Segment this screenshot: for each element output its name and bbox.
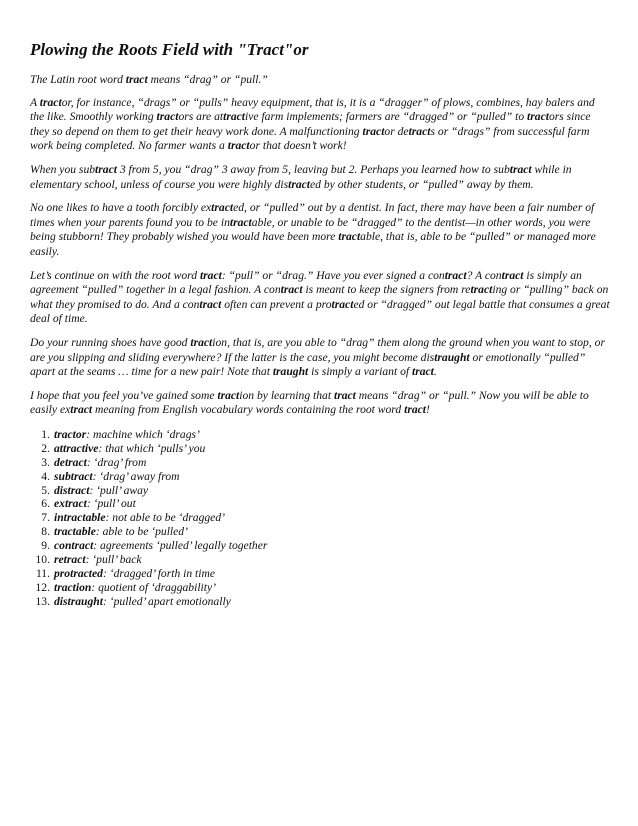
glossary-term: detract bbox=[54, 455, 87, 469]
glossary-definition: : ‘pull’ away bbox=[89, 483, 149, 497]
glossary-item bbox=[30, 525, 610, 539]
glossary-term: contract bbox=[54, 539, 94, 553]
root-highlight: tract bbox=[333, 388, 356, 402]
glossary-item bbox=[30, 470, 610, 484]
root-highlight: tract bbox=[227, 139, 250, 153]
glossary-term: retract bbox=[54, 553, 86, 567]
glossary-item bbox=[30, 511, 610, 525]
glossary-number: 9. bbox=[41, 539, 50, 553]
root-highlight: tract bbox=[125, 73, 148, 86]
glossary-number: 5. bbox=[41, 483, 50, 497]
glossary-item bbox=[30, 456, 610, 470]
glossary-number: 4. bbox=[41, 469, 50, 483]
glossary-number: 3. bbox=[41, 455, 50, 469]
glossary-number: 2. bbox=[41, 441, 50, 455]
glossary-item bbox=[30, 553, 610, 567]
text-run: ed by other students, or “pulled” away by them. bbox=[310, 177, 534, 191]
glossary-term: intractable bbox=[54, 511, 106, 525]
text-run: Let’s continue on with the root word bbox=[30, 268, 200, 282]
glossary-term: subtract bbox=[54, 469, 93, 483]
glossary-definition: : ‘drag’ away from bbox=[92, 469, 180, 483]
glossary-number: 6. bbox=[41, 497, 50, 511]
root-highlight: tract bbox=[199, 268, 222, 282]
root-highlight: tract bbox=[217, 388, 240, 402]
text-run: means “drag” or “pull.” bbox=[147, 73, 268, 86]
glossary-term: protracted bbox=[54, 566, 103, 580]
glossary-item bbox=[30, 497, 610, 511]
glossary-definition: : machine which ‘drags’ bbox=[86, 427, 200, 441]
glossary-definition: : not able to be ‘dragged’ bbox=[105, 511, 225, 525]
text-run: or de bbox=[384, 124, 409, 138]
text-run: or emotionally “pulled” apart at the seams … time for a new pair! Note that bbox=[30, 350, 586, 379]
root-highlight: tract bbox=[199, 297, 222, 311]
glossary-number: 12. bbox=[35, 580, 50, 594]
text-run: ors are at bbox=[178, 110, 224, 124]
text-run: . bbox=[433, 365, 437, 379]
text-run: ? A con bbox=[466, 268, 502, 282]
text-run: or that doesn’t work! bbox=[249, 139, 347, 153]
text-run: while in elementary school, unless of course you were highly dis bbox=[30, 162, 572, 191]
glossary-definition: : quotient of ‘draggability’ bbox=[91, 580, 216, 594]
glossary-definition: : ‘drag’ from bbox=[86, 455, 147, 469]
paragraph bbox=[30, 96, 610, 154]
root-highlight: tract bbox=[39, 95, 62, 109]
root-highlight: tract bbox=[470, 283, 493, 297]
root-highlight: tract bbox=[280, 283, 303, 297]
text-run: A bbox=[30, 95, 40, 109]
text-run: ors since they so depend on them to get their heavy work done. A malfunctioning bbox=[30, 110, 591, 138]
glossary-number: 8. bbox=[41, 525, 50, 539]
paragraph bbox=[30, 163, 610, 192]
text-run: 3 from 5, you “drag” 3 away from 5, leaving but 2. Perhaps you learned how to sub bbox=[116, 162, 510, 176]
text-run: : “pull” or “drag.” Have you ever signed a con bbox=[221, 268, 445, 282]
text-run: s or “drags” from successful farm work being completed. No farmer wants a bbox=[30, 124, 590, 153]
root-highlight: tract bbox=[211, 201, 234, 215]
text-run: I hope that you feel you’ve gained some bbox=[30, 388, 218, 402]
glossary-item bbox=[30, 484, 610, 498]
glossary-item bbox=[30, 581, 610, 595]
text-run: Do your running shoes have good bbox=[30, 335, 191, 349]
text-run: or, for instance, “drags” or “pulls” heavy equipment, that is, it is a “dragger” of plows, combines, hay balers and the like. Smoothly working bbox=[30, 95, 595, 124]
text-run: ing or “pulling” back on what they promised to do. And a con bbox=[30, 283, 609, 311]
text-run: When you sub bbox=[30, 162, 96, 176]
paragraph bbox=[30, 336, 610, 380]
glossary-term: distraught bbox=[54, 594, 103, 608]
root-highlight: tract bbox=[223, 110, 246, 124]
root-highlight: tract bbox=[331, 297, 354, 311]
paragraph bbox=[30, 201, 610, 259]
root-highlight: tract bbox=[444, 268, 467, 282]
text-run: often can prevent a pro bbox=[221, 297, 332, 311]
document-page bbox=[30, 40, 610, 609]
glossary-definition: : able to be ‘pulled’ bbox=[95, 525, 188, 539]
glossary-definition: : ‘dragged’ forth in time bbox=[102, 566, 216, 580]
text-run: ed, or “pulled” out by a dentist. In fact, there may have been a fair number of times when your parents found you to be in bbox=[30, 201, 595, 229]
root-highlight: tract bbox=[338, 230, 361, 244]
text-run: ! bbox=[426, 403, 430, 417]
paragraph bbox=[30, 269, 610, 327]
root-highlight: tract bbox=[288, 177, 311, 191]
root-highlight: tract bbox=[95, 162, 117, 176]
glossary-term: tractable bbox=[54, 525, 96, 539]
glossary-term: extract bbox=[54, 497, 87, 511]
root-highlight: tract bbox=[408, 124, 431, 138]
glossary-item bbox=[30, 539, 610, 553]
root-highlight: tract bbox=[527, 110, 549, 124]
text-run: The Latin root word bbox=[30, 73, 126, 86]
text-run: means “drag” or “pull.” Now you will be able to easily ex bbox=[30, 388, 589, 417]
document-title: Plowing the Roots Field with "Tract"or bbox=[30, 40, 309, 59]
glossary-number: 11. bbox=[35, 566, 50, 580]
glossary-definition: : ‘pull’ back bbox=[85, 553, 142, 567]
text-run: No one likes to have a tooth forcibly ex bbox=[30, 201, 212, 215]
text-run: is meant to keep the signers from re bbox=[302, 283, 471, 297]
glossary-number: 7. bbox=[41, 511, 50, 525]
glossary-term: tractor bbox=[54, 427, 87, 441]
root-highlight: traught bbox=[434, 350, 470, 364]
text-run: is simply an agreement “pulled” together in a legal fashion. A con bbox=[30, 268, 582, 297]
text-run: able, or unable to be “dragged” to the dentist—in other words, you were being stubborn! They probably wished you would have been more bbox=[30, 215, 591, 244]
glossary-definition: : ‘pull’ out bbox=[86, 497, 136, 511]
glossary-item bbox=[30, 428, 610, 442]
root-highlight: traught bbox=[272, 365, 309, 379]
paragraph bbox=[30, 73, 610, 88]
glossary-number: 13. bbox=[35, 594, 50, 608]
text-run: meaning from English vocabulary words containing the root word bbox=[92, 403, 405, 417]
glossary-definition: : agreements ‘pulled’ legally together bbox=[93, 539, 268, 553]
glossary-term: distract bbox=[54, 483, 90, 497]
body-text bbox=[30, 73, 610, 418]
glossary-number: 10. bbox=[35, 553, 50, 567]
root-highlight: tract bbox=[156, 110, 179, 124]
root-highlight: tract bbox=[501, 268, 524, 282]
glossary-term: traction bbox=[54, 580, 92, 594]
glossary-number: 1. bbox=[41, 427, 50, 441]
text-run: able, that is, able to be “pulled” or managed more easily. bbox=[30, 230, 596, 258]
glossary-item bbox=[30, 442, 610, 456]
glossary-item bbox=[30, 595, 610, 609]
root-highlight: tract bbox=[411, 365, 434, 379]
text-run: is simply a variant of bbox=[308, 365, 412, 379]
text-run: ion by learning that bbox=[239, 388, 334, 402]
glossary-term: attractive bbox=[54, 441, 99, 455]
text-run: ed or “dragged” out legal battle that consumes a great deal of time. bbox=[30, 297, 610, 326]
glossary-item bbox=[30, 567, 610, 581]
root-highlight: tract bbox=[509, 162, 532, 176]
paragraph bbox=[30, 389, 610, 418]
root-highlight: tract bbox=[404, 403, 426, 417]
glossary-list bbox=[30, 428, 610, 609]
glossary-definition: : ‘pulled’ apart emotionally bbox=[102, 594, 231, 608]
text-run: ive farm implements; farmers are “dragged” or “pulled” to bbox=[245, 110, 528, 124]
root-highlight: tract bbox=[190, 335, 213, 349]
glossary-definition: : that which ‘pulls’ you bbox=[98, 441, 206, 455]
root-highlight: tract bbox=[70, 403, 93, 417]
text-run: ion, that is, are you able to “drag” them along the ground when you want to stop, or are you slipping and sliding everywhere? If the latter is the case, you might become dis bbox=[30, 335, 605, 364]
root-highlight: tract bbox=[229, 215, 252, 229]
root-highlight: tract bbox=[362, 124, 385, 138]
